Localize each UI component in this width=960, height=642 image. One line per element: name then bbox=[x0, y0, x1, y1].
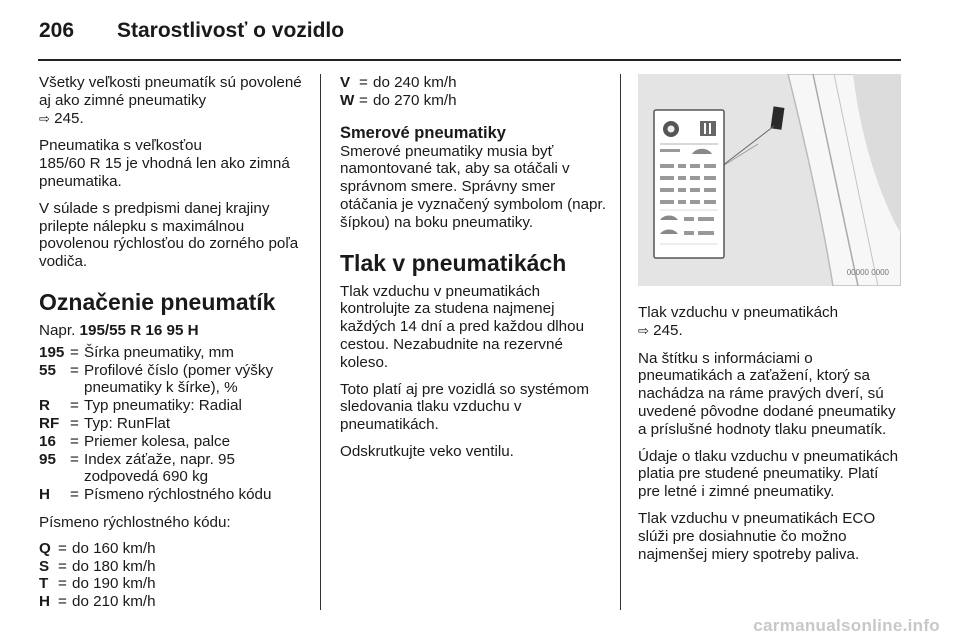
page-reference-link[interactable]: 245. bbox=[54, 109, 84, 127]
door-frame-drawing bbox=[638, 74, 901, 286]
definition-row: 16 = Priemer kolesa, palce bbox=[39, 432, 231, 450]
header-divider bbox=[38, 59, 901, 61]
tire-code-definitions bbox=[39, 344, 307, 504]
paragraph: Odskrutkujte veko ventilu. bbox=[340, 442, 514, 460]
paragraph: Údaje o tlaku vzduchu v pneumatikách platia pre studené pneumatiky. Platí pre letné i zimné pneumatiky. bbox=[638, 447, 899, 501]
definition-row: 55 = Profilové číslo (pomer výšky pneumatiky k šírke), % bbox=[39, 361, 274, 397]
page-reference-link[interactable]: 245. bbox=[653, 321, 683, 339]
section-heading: Tlak v pneumatikách bbox=[340, 249, 567, 276]
paragraph: Tlak vzduchu v pneumatikách kontrolujte za studena najmenej každých 14 dní a pred každou dlhou cestou. Nezabudnite na rezervné koleso. bbox=[340, 282, 585, 371]
column-2 bbox=[340, 74, 610, 470]
paragraph: Tlak vzduchu v pneumatikách ECO slúži pre dosiahnutie čo možno najmenšej miery spotreby paliva. bbox=[638, 509, 876, 563]
section-heading: Označenie pneumatík bbox=[39, 288, 276, 315]
arrow-right-icon: ⇨ bbox=[638, 323, 649, 339]
paragraph: Pneumatika s veľkosťou 185/60 R 15 je vhodná len ako zimná pneumatika. bbox=[39, 137, 290, 190]
column-divider bbox=[320, 74, 321, 610]
page-number: 206 bbox=[39, 19, 75, 42]
speed-row: S = do 180 km/h bbox=[39, 557, 156, 575]
figure-code: 00000 0000 bbox=[846, 268, 889, 278]
paragraph: Smerové pneumatiky musia byť namontované tak, aby sa otáčali v správnom smere. Správny smer otáčania je vyznačený symbolom (napr. šípkou) na boku pneumatiky. bbox=[340, 142, 606, 231]
speed-code-intro: Písmeno rýchlostného kódu: bbox=[39, 513, 231, 531]
column-1 bbox=[39, 74, 307, 621]
paragraph: Všetky veľkosti pneumatík sú povolené aj ako zimné pneumatiky ⇨ 245. bbox=[39, 74, 302, 127]
column-divider bbox=[620, 74, 621, 610]
example-line: Napr. 195/55 R 16 95 H bbox=[39, 321, 199, 339]
page-header bbox=[0, 0, 960, 58]
definition-row: 195 = Šírka pneumatiky, mm bbox=[39, 343, 234, 361]
paragraph: V súlade s predpismi danej krajiny prilepte nálepku s maximálnou povolenou rýchlosťou do zorného poľa vodiča. bbox=[39, 199, 299, 271]
tire-pressure-label-illustration bbox=[638, 74, 901, 286]
speed-row: T = do 190 km/h bbox=[39, 575, 156, 593]
speed-code-list-continued bbox=[340, 74, 610, 110]
definition-row: RF = Typ: RunFlat bbox=[39, 414, 171, 432]
speed-row: Q = do 160 km/h bbox=[39, 539, 156, 557]
definition-row: 95 = Index záťaže, napr. 95 zodpovedá 690 kg bbox=[39, 450, 235, 486]
definition-row: R = Typ pneumatiky: Radial bbox=[39, 397, 242, 415]
paragraph: Toto platí aj pre vozidlá so systémom sledovania tlaku vzduchu v pneumatikách. bbox=[340, 380, 590, 434]
page-title: Starostlivosť o vozidlo bbox=[117, 19, 345, 42]
paragraph: Na štítku s informáciami o pneumatikách a zaťažení, ktorý sa nachádza na ráme pravých dverí, sú uvedené pôvodne dodané pneumatiky a príslušné hodnoty tlaku pneumatík. bbox=[638, 349, 896, 438]
column-3 bbox=[638, 74, 903, 572]
speed-code-list bbox=[39, 540, 307, 611]
arrow-right-icon: ⇨ bbox=[39, 111, 50, 127]
sub-heading: Smerové pneumatiky bbox=[340, 123, 506, 142]
speed-row: H = do 210 km/h bbox=[39, 593, 156, 611]
watermark: carmanualsonline.info bbox=[753, 616, 940, 635]
paragraph: Tlak vzduchu v pneumatikách ⇨ 245. bbox=[638, 304, 839, 339]
definition-row: H = Písmeno rýchlostného kódu bbox=[39, 486, 272, 504]
speed-row: V = do 240 km/h bbox=[340, 74, 457, 91]
speed-row: W = do 270 km/h bbox=[340, 91, 457, 109]
example-code: 195/55 R 16 95 H bbox=[79, 321, 199, 339]
